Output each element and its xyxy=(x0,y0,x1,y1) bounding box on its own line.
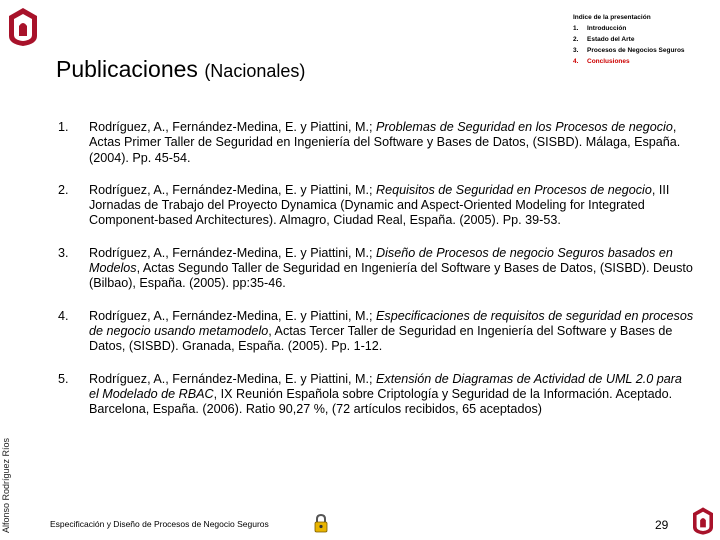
reference-item xyxy=(58,309,694,355)
toc-panel xyxy=(573,12,685,67)
author-vertical-label: Alfonso Rodríguez Ríos xyxy=(1,437,11,533)
reference-authors: Rodríguez, A., Fernández-Medina, E. y Piattini, M.; xyxy=(89,308,376,323)
reference-item xyxy=(58,183,694,229)
footer-title: Especificación y Diseño de Procesos de Negocio Seguros xyxy=(50,519,269,529)
reference-number: 1. xyxy=(58,120,69,134)
reference-title: Diseño de Procesos de negocio Seguros basados en Modelos xyxy=(89,245,673,276)
reference-item xyxy=(58,372,694,418)
reference-title: Especificaciones de requisitos de seguridad en procesos de negocio usando metamodelo xyxy=(89,308,694,338)
reference-title: Problemas de Seguridad en los Procesos de negocio xyxy=(376,120,673,134)
reference-authors: Rodríguez, A., Fernández-Medina, E. y Piattini, M.; xyxy=(89,371,376,386)
toc-item-number: 3. xyxy=(573,47,579,54)
toc-item-number: 4. xyxy=(573,58,579,65)
reference-number: 2. xyxy=(58,182,69,197)
lock-icon xyxy=(313,513,329,533)
reference-authors: Rodríguez, A., Fernández-Medina, E. y Piattini, M.; xyxy=(89,245,376,260)
toc-item-label: Introducción xyxy=(587,25,627,32)
reference-item xyxy=(58,120,694,166)
reference-details: , III Jornadas de Trabajo del Proyecto Dynamica (Dynamic and Aspect-Oriented Modeling for Integrated Component-based Architectures). Almagro, Ciudad Real, España. (2005). Pp. 39-53. xyxy=(89,182,670,228)
toc-item-current[interactable] xyxy=(573,56,685,67)
toc-item-label: Procesos de Negocios Seguros xyxy=(587,47,685,54)
reference-title: Extensión de Diagramas de Actividad de UML 2.0 para el Modelado de RBAC xyxy=(89,371,682,401)
reference-details: , Actas Primer Taller de Seguridad en Ingeniería del Software y Bases de Datos, (SISBD). Málaga, España. (2004). Pp. 45-54. xyxy=(89,120,681,165)
reference-number: 3. xyxy=(58,245,69,260)
reference-authors: Rodríguez, A., Fernández-Medina, E. y Piattini, M.; xyxy=(89,182,376,197)
reference-list xyxy=(58,120,694,434)
page-number: 29 xyxy=(655,518,669,532)
page-title xyxy=(56,56,305,83)
reference-text xyxy=(89,120,694,166)
reference-details: , IX Reunión Española sobre Criptología y Seguridad de la Información. Aceptado. Barcelona, España. (2006). Ratio 90,27 %, (72 artículos recibidos, 65 aceptados) xyxy=(89,386,673,417)
university-logo-icon xyxy=(690,506,716,536)
toc-item[interactable] xyxy=(573,45,685,56)
toc-item[interactable] xyxy=(573,34,685,45)
title-subtitle: (Nacionales) xyxy=(204,61,306,81)
reference-details: , Actas Segundo Taller de Seguridad en Ingeniería del Software y Bases de Datos, (SISBD). Deusto (Bilbao), España. (2005). pp:35-46. xyxy=(89,261,693,291)
reference-text xyxy=(89,246,694,292)
reference-authors: Rodríguez, A., Fernández-Medina, E. y Piattini, M.; xyxy=(89,120,376,134)
reference-title: Requisitos de Seguridad en Procesos de negocio xyxy=(376,182,652,197)
toc-item-number: 1. xyxy=(573,25,579,32)
reference-text xyxy=(89,309,694,355)
university-logo-icon xyxy=(6,6,40,48)
toc-item-label: Conclusiones xyxy=(587,58,630,65)
reference-number: 5. xyxy=(58,371,69,386)
reference-text xyxy=(89,372,694,418)
toc-item-number: 2. xyxy=(573,36,579,43)
reference-item xyxy=(58,246,694,292)
reference-number: 4. xyxy=(58,308,69,323)
reference-details: , Actas Tercer Taller de Seguridad en Ingeniería del Software y Bases de Datos, (SISBD). Granada, España. (2005). Pp. 1-12. xyxy=(89,323,673,354)
toc-heading: Indice de la presentación xyxy=(573,14,651,21)
toc-item-label: Estado del Arte xyxy=(587,36,635,43)
title-main: Publicaciones xyxy=(56,56,198,82)
reference-text xyxy=(89,183,694,229)
toc-item[interactable] xyxy=(573,23,685,34)
